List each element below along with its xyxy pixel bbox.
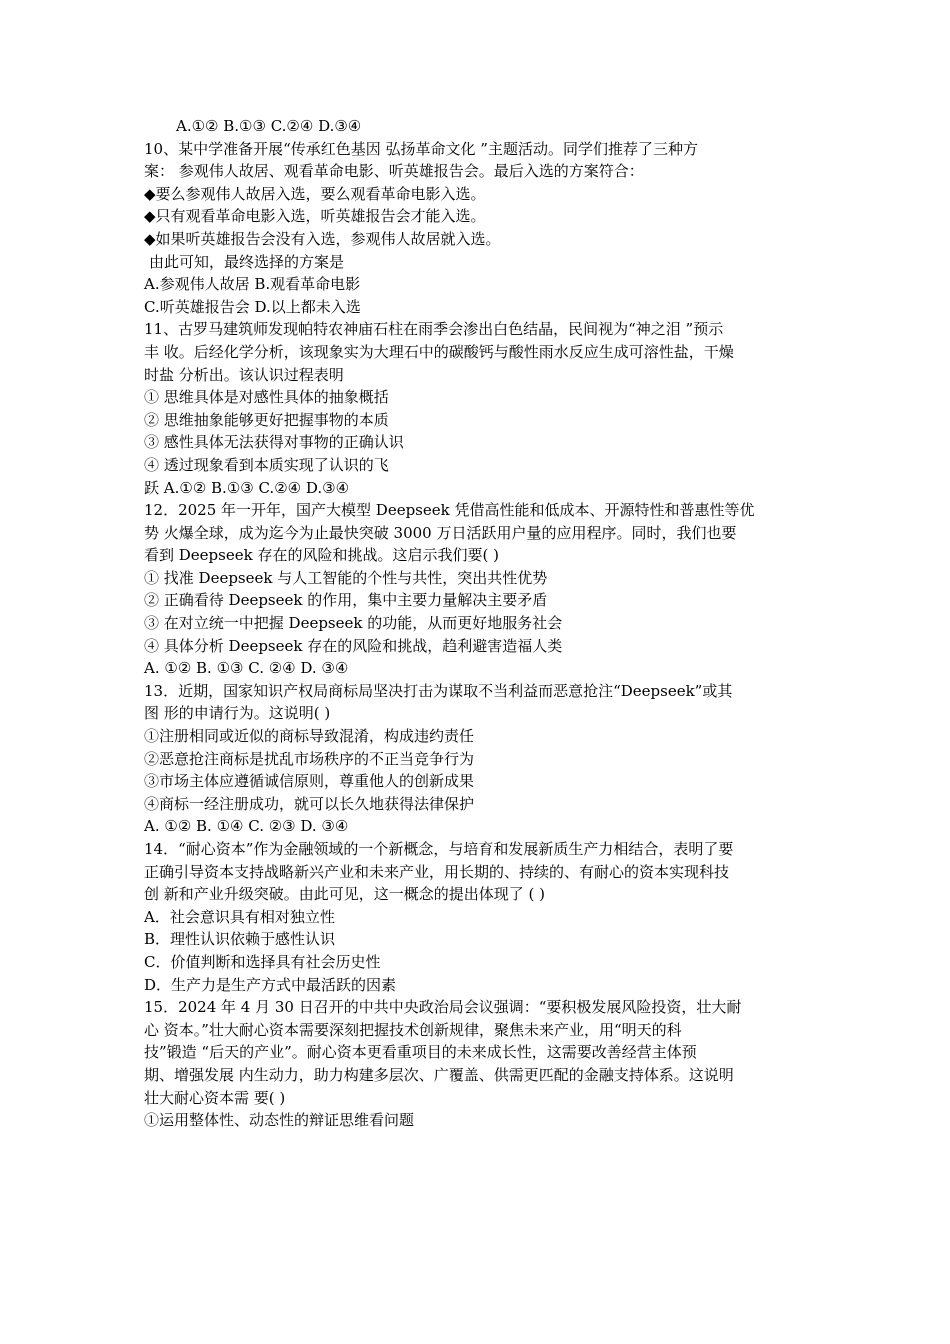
q15-stem-line: 期、增强发展 内生动力，助力构建多层次、广覆盖、供需更匹配的金融支持体系。这说明 (144, 1065, 734, 1084)
question-10 (144, 138, 814, 319)
q12-item: ③ 在对立统一中把握 Deepseek 的功能，从而更好地服务社会 (144, 614, 563, 633)
q13-item: ②恶意抢注商标是扰乱市场秩序的不正当竞争行为 (144, 749, 475, 768)
q10-options: C.听英雄报告会 D.以上都未入选 (144, 297, 361, 316)
q12-stem-line: 势 火爆全球，成为迄今为止最快突破 3000 万日活跃用户量的应用程序。同时，我们也要 (144, 523, 737, 542)
q15-item: ①运用整体性、动态性的辩证思维看问题 (144, 1111, 415, 1130)
q11-item: ④ 透过现象看到本质实现了认识的飞 (144, 455, 389, 474)
q9-answer-options: A.①② B.①③ C.②④ D.③④ (176, 117, 362, 135)
q15-stem-line: 技”锻造 “后天的产业”。耐心资本更看重项目的未来成长性，这需要改善经营主体预 (144, 1043, 697, 1062)
q10-options: A.参观伟人故居 B.观看革命电影 (144, 275, 361, 294)
q11-stem-line: 11、古罗马建筑师发现帕特农神庙石柱在雨季会渗出白色结晶，民间视为“神之泪 ”预示 (144, 320, 724, 339)
question-11 (144, 318, 814, 499)
question-12 (144, 499, 814, 680)
q12-stem-line: 看到 Deepseek 存在的风险和挑战。这启示我们要( ) (144, 546, 499, 565)
q10-condition: ◆要么参观伟人故居入选，要么观看革命电影入选。 (144, 184, 486, 203)
q13-stem-line: 13．近期，国家知识产权局商标局坚决打击为谋取不当利益而恶意抢注“Deepseek”或其 (144, 681, 733, 700)
q12-item: ② 正确看待 Deepseek 的作用，集中主要力量解决主要矛盾 (144, 591, 548, 610)
q14-option: A．社会意识具有相对独立性 (144, 907, 335, 926)
q13-stem-line: 图 形的申请行为。这说明( ) (144, 704, 331, 723)
q14-stem-line: 正确引导资本支持战略新兴产业和未来产业，用长期的、持续的、有耐心的资本实现科技 (144, 862, 730, 881)
q14-option: D．生产力是生产方式中最活跃的因素 (144, 975, 397, 994)
q10-prompt: 由此可知，最终选择的方案是 (149, 252, 345, 271)
q12-item: ④ 具体分析 Deepseek 存在的风险和挑战，趋利避害造福人类 (144, 636, 563, 655)
q10-stem-line: 10、某中学准备开展“传承红色基因 弘扬革命文化 ”主题活动。同学们推荐了三种方 (144, 139, 698, 158)
q14-option: B．理性认识依赖于感性认识 (144, 930, 336, 949)
q14-stem-line: 14．“耐心资本”作为金融领域的一个新概念，与培育和发展新质生产力相结合，表明了要 (144, 840, 734, 858)
q11-stem-line: 时盐 分析出。该认识过程表明 (144, 365, 344, 384)
q12-options: A. ①② B. ①③ C. ②④ D. ③④ (144, 659, 349, 678)
question-15 (144, 996, 814, 1132)
q14-option: C．价值判断和选择具有社会历史性 (144, 952, 381, 971)
question-14 (144, 838, 814, 996)
q10-condition: ◆如果听英雄报告会没有入选，参观伟人故居就入选。 (144, 229, 501, 248)
q15-stem-line: 15．2024 年 4 月 30 日召开的中共中央政治局会议强调：“要积极发展风险投资，壮大耐 (144, 998, 742, 1017)
q12-item: ① 找准 Deepseek 与人工智能的个性与共性，突出共性优势 (144, 568, 548, 587)
q11-options: 跃 A.①② B.①③ C.②④ D.③④ (144, 478, 350, 497)
question-list (144, 115, 814, 1132)
q15-stem-line: 心 资本。”壮大耐心资本需要深刻把握技术创新规律，聚焦未来产业，用“明天的科 (144, 1020, 682, 1039)
q15-stem-line: 壮大耐心资本需 要( ) (144, 1088, 286, 1107)
question-13 (144, 680, 814, 838)
q11-item: ③ 感性具体无法获得对事物的正确认识 (144, 433, 404, 452)
q13-item: ①注册相同或近似的商标导致混淆，构成违约责任 (144, 727, 475, 746)
q13-options: A. ①② B. ①④ C. ②③ D. ③④ (144, 817, 349, 836)
q10-condition: ◆只有观看革命电影入选，听英雄报告会才能入选。 (144, 207, 486, 226)
q13-item: ③市场主体应遵循诚信原则，尊重他人的创新成果 (144, 772, 475, 791)
q10-stem-line: 案： 参观伟人故居、观看革命电影、听英雄报告会。最后入选的方案符合： (144, 162, 644, 181)
q13-item: ④商标一经注册成功，就可以长久地获得法律保护 (144, 794, 475, 813)
q12-stem-line: 12．2025 年一开年，国产大模型 Deepseek 凭借高性能和低成本、开源特性和普惠性等优 (144, 501, 755, 520)
q14-stem-line: 创 新和产业升级突破。由此可见，这一概念的提出体现了 ( ) (144, 885, 546, 904)
q11-item: ② 思维抽象能够更好把握事物的本质 (144, 410, 389, 429)
q11-stem-line: 丰 收。后经化学分析，该现象实为大理石中的碳酸钙与酸性雨水反应生成可溶性盐，干燥 (144, 342, 734, 361)
q11-item: ① 思维具体是对感性具体的抽象概括 (144, 388, 389, 407)
